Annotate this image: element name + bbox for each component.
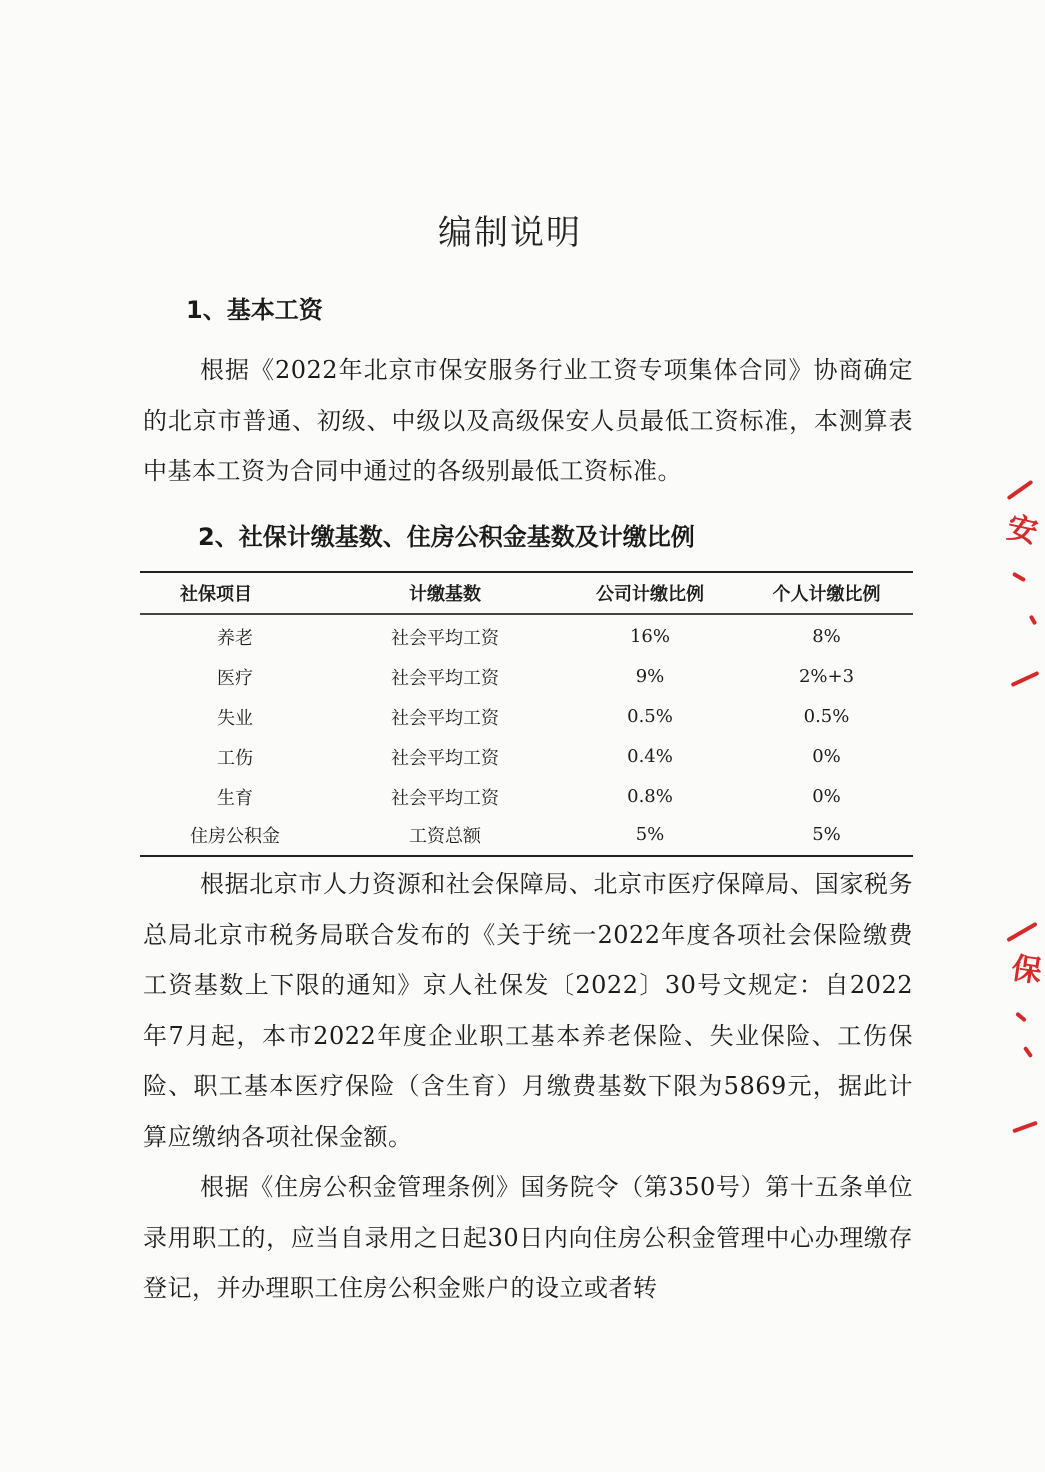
seal-character: 保 [1009, 951, 1044, 990]
table-cell: 医疗 [217, 667, 253, 689]
table-cell: 社会平均工资 [391, 667, 499, 689]
contribution-table [140, 571, 913, 857]
section-1-heading: 1、基本工资 [186, 296, 323, 324]
section-2-paragraph-1: 根据北京市人力资源和社会保障局、北京市医疗保障局、国家税务总局北京市税务局联合发布的《关于统一2022年度各项社会保险缴费工资基数上下限的通知》京人社保发〔2022〕30号文规定：自2022年7月起，本市2022年度企业职工基本养老保险、失业保险、工伤保险、职工基本医疗保险（含生育）月缴费基数下限为5869元，据此计算应缴纳各项社保金额。 [143, 870, 913, 1151]
seal-character: 安 [1003, 510, 1041, 551]
table-cell: 社会平均工资 [391, 707, 499, 729]
table-bottom-rule [140, 855, 913, 857]
table-cell: 16% [629, 626, 670, 647]
table-cell: 工伤 [217, 747, 253, 769]
table-cell: 0% [812, 786, 841, 807]
seal-edge-mark [1011, 671, 1040, 687]
section-2-paragraph-2: 根据《住房公积金管理条例》国务院令（第350号）第十五条单位录用职工的，应当自录用之日起30日内向住房公积金管理中心办理缴存登记，并办理职工住房公积金账户的设立或者转 [143, 1173, 913, 1302]
table-cell: 0.4% [627, 746, 673, 767]
table-cell: 养老 [217, 627, 253, 649]
table-cell: 社会平均工资 [391, 627, 499, 649]
seal-edge-mark [1029, 615, 1037, 626]
table-cell: 0.8% [627, 786, 673, 807]
table-cell: 2%+3 [798, 666, 855, 687]
seal-edge-mark [1023, 1046, 1033, 1058]
table-cell: 5% [635, 824, 665, 845]
table-cell: 住房公积金 [190, 825, 280, 847]
table-cell: 0.5% [803, 706, 850, 727]
table-row [140, 617, 913, 657]
table-cell: 失业 [217, 707, 253, 729]
seal-edge-mark [1006, 922, 1037, 942]
table-header-row [140, 573, 913, 613]
table-header-cell: 公司计缴比例 [596, 584, 704, 605]
table-header-cell: 计缴基数 [409, 584, 481, 605]
table-row [140, 777, 913, 817]
table-cell: 0.5% [627, 706, 673, 727]
table-cell: 工资总额 [409, 825, 481, 847]
table-cell: 5% [812, 824, 841, 845]
table-cell: 0% [812, 746, 841, 767]
document-title: 编制说明 [438, 213, 582, 253]
table-row [140, 737, 913, 777]
table-row [140, 697, 913, 737]
table-cell: 社会平均工资 [391, 747, 499, 769]
table-cell: 社会平均工资 [391, 787, 499, 809]
seal-edge-mark [1007, 480, 1034, 500]
seal-edge-mark [1012, 572, 1026, 582]
table-header-cell: 社保项目 [180, 584, 252, 605]
table-cell: 8% [812, 626, 841, 647]
table-row [140, 657, 913, 697]
section-2-heading: 2、社保计缴基数、住房公积金基数及计缴比例 [198, 523, 695, 551]
seal-edge-mark [1015, 1012, 1027, 1023]
seal-edge-mark [1012, 1121, 1038, 1134]
table-cell: 9% [635, 666, 665, 687]
table-body [140, 615, 913, 855]
table-row [140, 817, 913, 853]
table-cell: 生育 [217, 787, 253, 809]
section-1-paragraph: 根据《2022年北京市保安服务行业工资专项集体合同》协商确定的北京市普通、初级、中级以及高级保安人员最低工资标准，本测算表中基本工资为合同中通过的各级别最低工资标准。 [143, 356, 913, 485]
table-header-cell: 个人计缴比例 [772, 584, 881, 605]
